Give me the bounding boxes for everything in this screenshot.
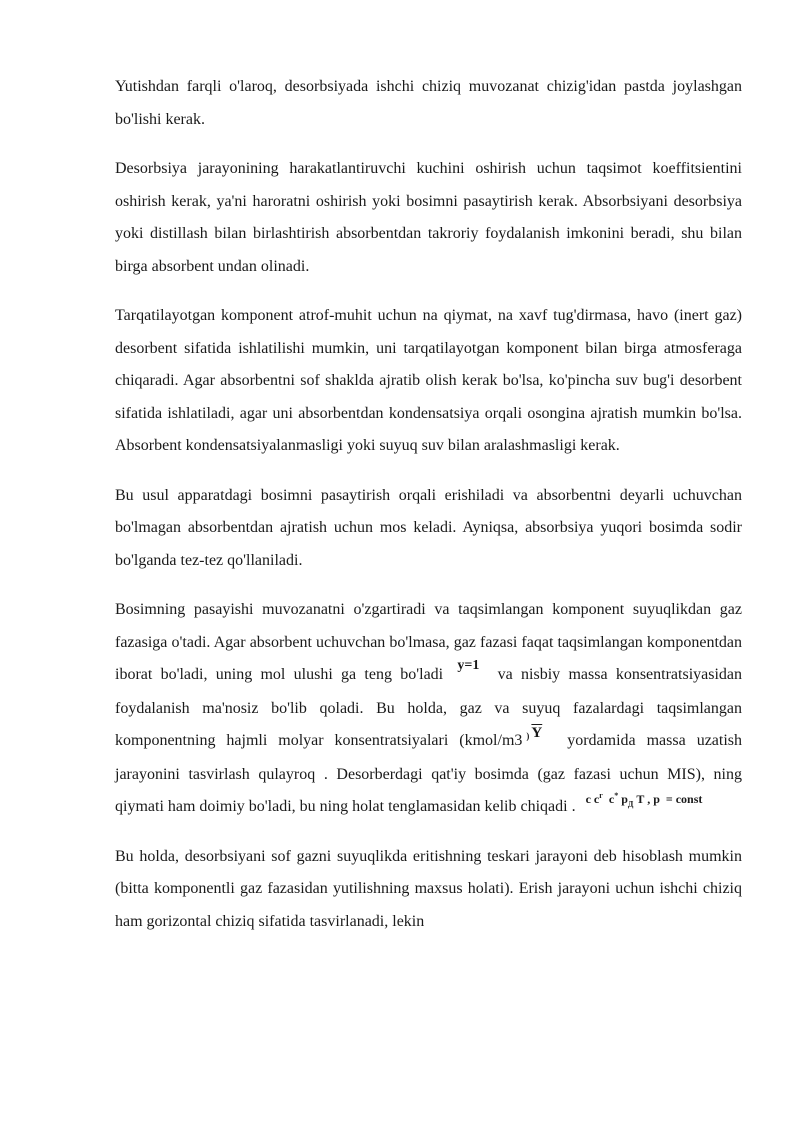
paragraph-5-text-3: yordamida massa uzatish jarayonini tasvirlash qulayroq . Desorberdagi qat'iy bosimda (gaz fazasi uchun MIS), ning qiymati ham doimiy bo'ladi, bu ning holat tenglamasidan kelib chiqadi . [115, 732, 743, 815]
formula-state-equation: c $c^г$ c* $p_Д$ T , p = const [585, 791, 703, 809]
formula-paren: ) [526, 731, 530, 741]
paragraph-4: Bu usul apparatdagi bosimni pasaytirish orqali erishiladi va absorbentni deyarli uchuvchan bo'lmagan absorbentdan ajratish uchun mos keladi. Ayniqsa, absorbsiya yuqori bosimda sodir bo'lganda tez-tez qo'llaniladi. [115, 486, 742, 569]
formula-y-equals-1: y=1 [457, 658, 480, 673]
paragraph-3: Tarqatilayotgan komponent atrof-muhit uchun na qiymat, na xavf tug'dirmasa, havo (inert gaz) desorbent sifatida ishlatilishi mumkin, uni tarqatilayotgan komponent bilan birga atmosferaga chiqaradi. Agar absorbentni sof shaklda ajratib olish kerak bo'lsa, ko'pincha suv bug'i desorbent sifatida ishlatiladi, agar uni absorbentdan kondensatsiya orqali osongina ajratish mumkin bo'lsa. Absorbent kondensatsiyalanmasligi yoki suyuq suv bilan aralashmasligi kerak. [115, 307, 742, 454]
paragraph-5-text-1: Bosimning pasayishi muvozanatni o'zgartiradi va taqsimlangan komponent suyuqlikdan gaz fazasiga o'tadi. Agar absorbent uchuvchan bo'lmasa, gaz fazasi faqat taqsimlangan komponentdan iborat bo'ladi, uning mol ulushi ga teng bo'ladi [115, 601, 742, 683]
paragraph-2: Desorbsiya jarayonining harakatlantiruvchi kuchini oshirish uchun taqsimot koeffitsientini oshirish kerak, ya'ni haroratni oshirish yoki bosimni pasaytirish kerak. Absorbsiyani desorbsiya yoki distillash bilan birlashtirish absorbentdan takroriy foydalanish imkonini beradi, shu bilan birga absorbent undan olinadi. [115, 160, 742, 275]
formula-y-bar: $\overline{Y}$ [531, 725, 543, 741]
paragraph-5 [115, 594, 742, 824]
paragraph-5-text-2: va nisbiy massa konsentratsiyasidan foydalanish ma'nosiz bo'lib qoladi. Bu holda, gaz va suyuq fazalardagi taqsimlangan komponentning hajmli molyar konsentratsiyalari (kmol/m3 [115, 666, 743, 749]
document-page [115, 71, 742, 955]
paragraph-6: Bu holda, desorbsiyani sof gazni suyuqlikda eritishning teskari jarayoni deb hisoblash mumkin (bitta komponentli gaz fazasidan yutilishning maxsus holati). Erish jarayoni uchun ishchi chiziq ham gorizontal chiziq sifatida tasvirlanadi, lekin [115, 847, 742, 930]
paragraph-1: Yutishdan farqli o'laroq, desorbsiyada ishchi chiziq muvozanat chizig'idan pastda joylashgan bo'lishi kerak. [115, 78, 742, 128]
